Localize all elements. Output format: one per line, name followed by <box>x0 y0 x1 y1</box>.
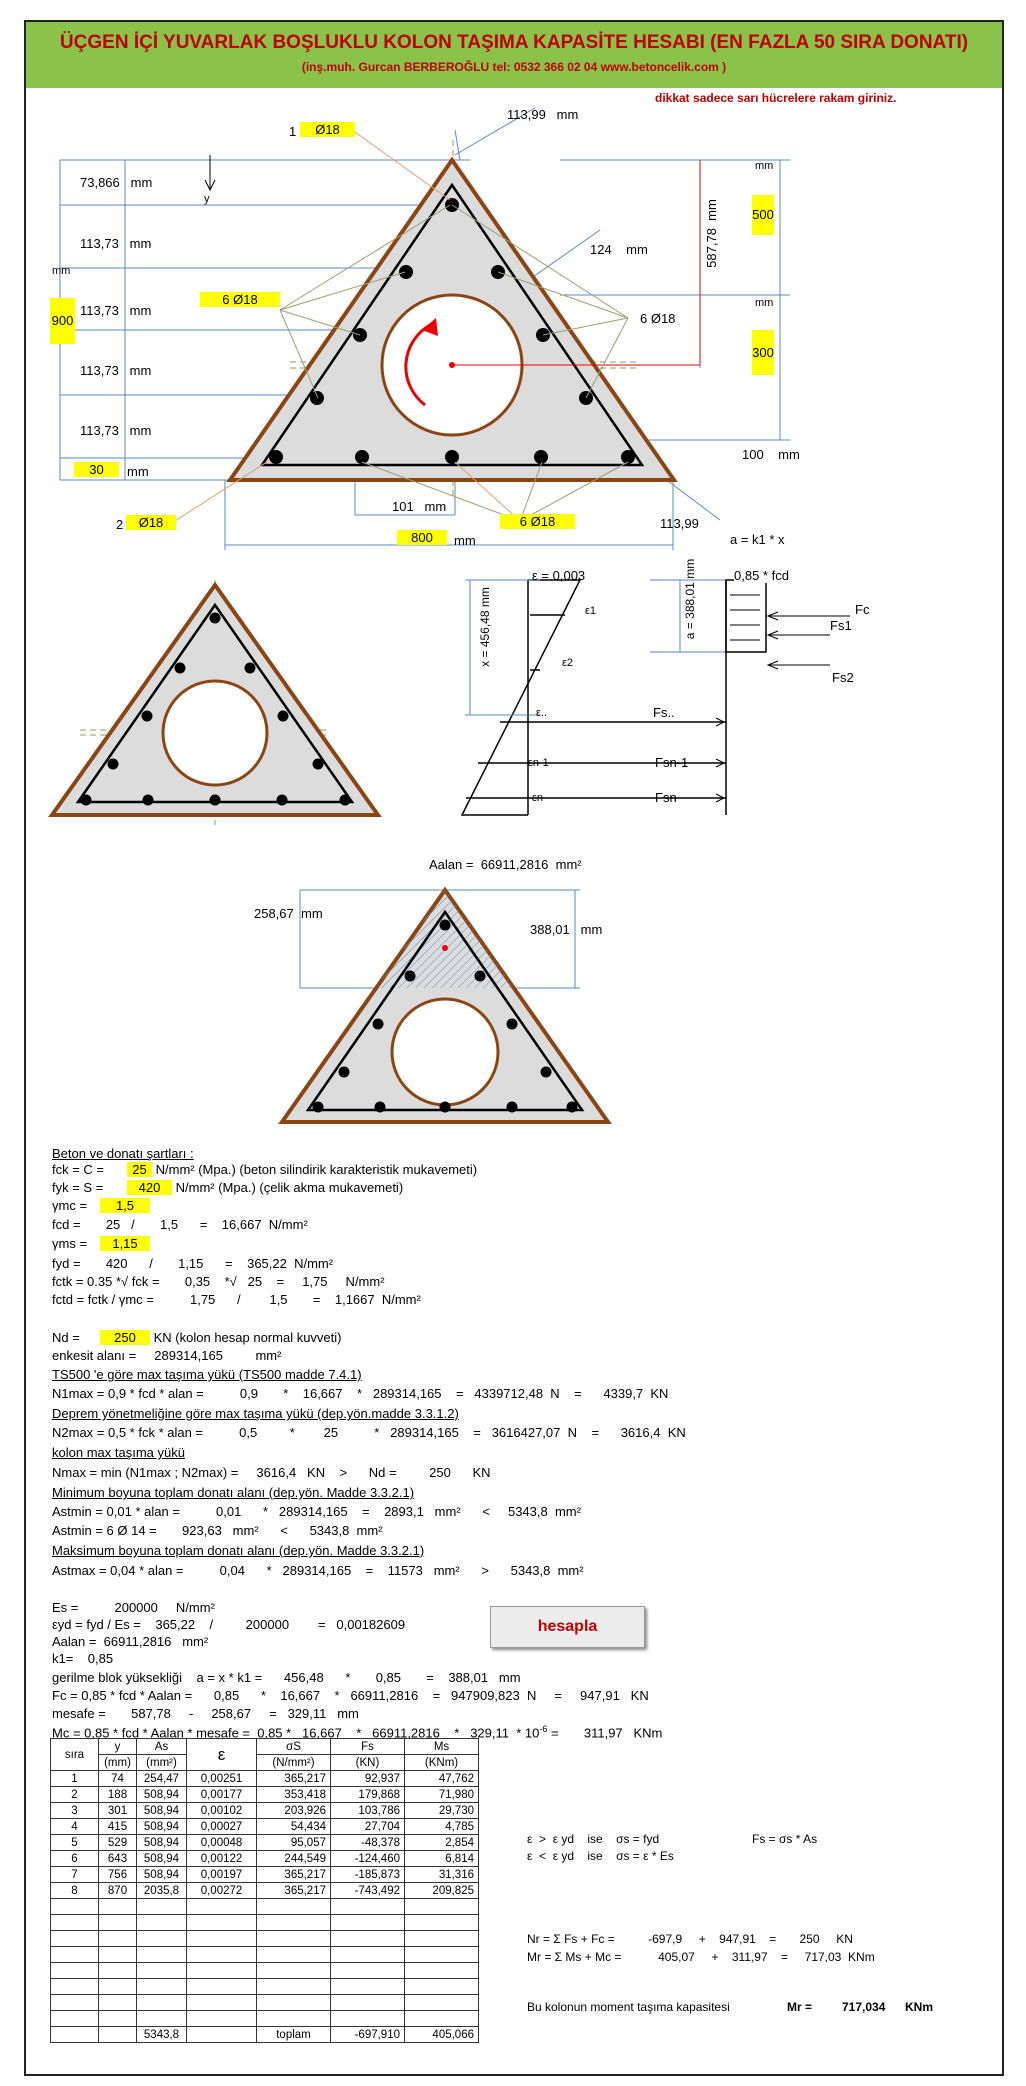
nr-row: Nr = Σ Fs + Fc = -697,9 + 947,91 = 250 KN <box>527 1932 853 1946</box>
table-cell <box>331 1899 405 1915</box>
table-cell: 203,926 <box>257 1803 331 1819</box>
table-cell: 529 <box>99 1835 137 1851</box>
final-mr-unit: KNm <box>905 2000 934 2014</box>
ts500-heading: TS500 'e göre max taşıma yükü (TS500 madde 7.4.1) <box>52 1367 362 1382</box>
astmin-row: Astmin = 0,01 * alan = 0,01 * 289314,165 = 2893,1 mm² < 5343,8 mm² <box>52 1504 581 1519</box>
d388-dim: 388,01 mm <box>530 922 603 937</box>
table-row <box>51 1931 479 1947</box>
table-cell <box>99 1899 137 1915</box>
table-cell <box>187 1947 257 1963</box>
dim-first-row: 73,866 mm <box>80 175 153 190</box>
table-cell: 6 <box>51 1851 99 1867</box>
table-cell <box>99 1915 137 1931</box>
cover-unit: mm <box>127 464 149 479</box>
mr-row: Mr = Σ Ms + Mc = 405,07 + 311,97 = 717,03 KNm <box>527 1950 875 1964</box>
deprem-heading: Deprem yönetmeliğine göre max taşıma yükü (dep.yön.madde 3.3.1.2) <box>52 1406 459 1421</box>
fctd-row: fctd = fctk / γmc = 1,75 / 1,5 = 1,1667 N/mm² <box>52 1292 421 1307</box>
bottom-dim: 113,99 <box>660 516 699 531</box>
unit-ms: (KNm) <box>405 1755 479 1771</box>
table-cell <box>137 1963 187 1979</box>
hesapla-button[interactable]: hesapla <box>490 1606 645 1648</box>
dim-row-3: 113,73 mm <box>80 303 152 318</box>
table-cell <box>137 2011 187 2027</box>
fyd-row: fyd = 420 / 1,15 = 365,22 N/mm² <box>52 1256 334 1271</box>
table-cell: 1 <box>51 1771 99 1787</box>
table-cell <box>99 1995 137 2011</box>
fsn1-label: Fsn-1 <box>655 755 689 770</box>
fs2-label: Fs2 <box>832 670 854 685</box>
table-cell <box>331 1915 405 1931</box>
table-cell: 365,217 <box>257 1771 331 1787</box>
aalan-label: Aalan = 66911,2816 mm² <box>429 857 582 872</box>
table-cell <box>99 1979 137 1995</box>
nmax-heading: kolon max taşıma yükü <box>52 1445 185 1460</box>
table-cell: 3 <box>51 1803 99 1819</box>
height-input[interactable]: 900 <box>50 298 75 344</box>
table-cell: 0,00251 <box>187 1771 257 1787</box>
table-cell <box>51 1899 99 1915</box>
fs1-label: Fs1 <box>830 618 852 633</box>
table-cell <box>331 1995 405 2011</box>
gms-input[interactable]: 1,15 <box>100 1236 150 1251</box>
min-steel-heading: Minimum boyuna toplam donatı alanı (dep.yön. Madde 3.3.2.1) <box>52 1485 415 1500</box>
table-cell: 244,549 <box>257 1851 331 1867</box>
unit-fs: (KN) <box>331 1755 405 1771</box>
nd-input[interactable]: 250 <box>100 1330 150 1345</box>
rule-elastic: ε < ε yd ise σs = ε * Es <box>527 1849 674 1863</box>
table-cell <box>257 2011 331 2027</box>
table-cell: 0,00122 <box>187 1851 257 1867</box>
en1-label: εn-1 <box>528 757 549 769</box>
aalan-row: Aalan = 66911,2816 mm² <box>52 1634 209 1649</box>
edots-label: ε.. <box>536 707 548 719</box>
table-row <box>51 1787 479 1803</box>
astmax-row: Astmax = 0,04 * alan = 0,04 * 289314,165 = 11573 mm² > 5343,8 mm² <box>52 1563 584 1578</box>
bar2-dia-input[interactable]: Ø18 <box>126 515 176 530</box>
table-row <box>51 1899 479 1915</box>
total-ms: 405,066 <box>405 2027 479 2043</box>
table-row <box>51 1771 479 1787</box>
table-cell <box>51 1915 99 1931</box>
table-cell: 31,316 <box>405 1867 479 1883</box>
table-cell: 643 <box>99 1851 137 1867</box>
table-cell: 2035,8 <box>137 1883 187 1899</box>
table-cell: 301 <box>99 1803 137 1819</box>
col-sira: sıra <box>51 1739 99 1771</box>
table-cell <box>137 1931 187 1947</box>
eyd-row: εyd = fyd / Es = 365,22 / 200000 = 0,00182609 <box>52 1617 406 1632</box>
table-cell: 0,00272 <box>187 1883 257 1899</box>
table-unit-row <box>51 1755 479 1771</box>
table-row <box>51 1867 479 1883</box>
table-cell: 0,00102 <box>187 1803 257 1819</box>
table-cell: 508,94 <box>137 1819 187 1835</box>
gmc-input[interactable]: 1,5 <box>100 1198 150 1213</box>
fsn-label: Fsn <box>655 790 677 805</box>
table-cell: 0,00197 <box>187 1867 257 1883</box>
en-label: εn <box>532 792 544 804</box>
table-cell: 29,730 <box>405 1803 479 1819</box>
table-cell <box>137 1979 187 1995</box>
bar1-count: 1 <box>289 124 297 139</box>
width-input[interactable]: 800 <box>397 530 447 545</box>
d258-dim: 258,67 mm <box>254 906 323 921</box>
table-cell <box>137 1947 187 1963</box>
table-cell <box>137 1995 187 2011</box>
table-row <box>51 1835 479 1851</box>
astmin2-row: Astmin = 6 Ø 14 = 923,63 mm² < 5343,8 mm² <box>52 1523 383 1538</box>
table-cell <box>51 1963 99 1979</box>
table-cell: -124,460 <box>331 1851 405 1867</box>
fc-row: Fc = 0,85 * fcd * Aalan = 0,85 * 16,667 * 66911,2816 = 947909,823 N = 947,91 KN <box>52 1688 649 1703</box>
width-unit: mm <box>454 533 476 548</box>
top-dim: 113,99 mm <box>507 107 579 122</box>
fck-input[interactable]: 25 <box>127 1162 152 1177</box>
table-cell: 508,94 <box>137 1851 187 1867</box>
col-ms: Ms <box>405 1739 479 1755</box>
table-cell: 0,00027 <box>187 1819 257 1835</box>
table-cell <box>331 2011 405 2027</box>
dim-row-5: 113,73 mm <box>80 423 152 438</box>
table-cell: 74 <box>99 1771 137 1787</box>
n2max-row: N2max = 0,5 * fck * alan = 0,5 * 25 * 289314,165 = 3616427,07 N = 3616,4 KN <box>52 1425 686 1440</box>
table-cell: 0,00177 <box>187 1787 257 1803</box>
total-label: toplam <box>257 2027 331 2043</box>
table-cell: 95,057 <box>257 1835 331 1851</box>
fck-row: fck = C = 25 N/mm² (Mpa.) (beton silindirik karakteristik mukavemeti) <box>52 1162 478 1177</box>
hole-diameter-input[interactable]: 300 <box>752 330 774 375</box>
table-cell <box>405 1963 479 1979</box>
es-row: Es = 200000 N/mm² <box>52 1600 215 1615</box>
table-cell <box>257 1947 331 1963</box>
table-row <box>51 1915 479 1931</box>
table-cell: 756 <box>99 1867 137 1883</box>
table-row <box>51 1947 479 1963</box>
table-cell <box>51 1931 99 1947</box>
table-cell <box>99 1963 137 1979</box>
table-cell: 508,94 <box>137 1835 187 1851</box>
table-cell <box>257 1931 331 1947</box>
r124-dim: 124 mm <box>590 242 648 257</box>
table-cell: -185,873 <box>331 1867 405 1883</box>
mc-row: Mc = 0,85 * fcd * Aalan * mesafe = 0,85 * 16,667 * 66911,2816 * $329,11 * 10^{-6}$ = 311,97 KNm <box>52 1724 663 1741</box>
table-cell: 47,762 <box>405 1771 479 1787</box>
table-cell <box>187 1979 257 1995</box>
table-cell <box>257 1915 331 1931</box>
table-cell: 2,854 <box>405 1835 479 1851</box>
dim-row-4: 113,73 mm <box>80 363 152 378</box>
table-cell <box>405 1931 479 1947</box>
table-cell <box>257 1995 331 2011</box>
table-row <box>51 1995 479 2011</box>
total-as: 5343,8 <box>137 2027 187 2043</box>
table-cell: 365,217 <box>257 1867 331 1883</box>
table-cell <box>187 1963 257 1979</box>
mesafe-row: mesafe = 587,78 - 258,67 = 329,11 mm <box>52 1706 359 1721</box>
table-total-row <box>51 2027 479 2043</box>
table-cell <box>331 1947 405 1963</box>
results-table <box>50 1738 479 2043</box>
area-row: enkesit alanı = 289314,165 mm² <box>52 1348 282 1363</box>
table-cell <box>187 1899 257 1915</box>
table-cell: 179,868 <box>331 1787 405 1803</box>
table-row <box>51 1883 479 1899</box>
d101-dim: 101 mm <box>392 499 447 514</box>
fcd-row: fcd = 25 / 1,5 = 16,667 N/mm² <box>52 1217 308 1232</box>
table-cell: 8 <box>51 1883 99 1899</box>
table-cell <box>405 1899 479 1915</box>
table-cell <box>51 1995 99 2011</box>
table-cell <box>331 1979 405 1995</box>
block-height-row: gerilme blok yüksekliği a = x * k1 = 456,48 * 0,85 = 388,01 mm <box>52 1670 521 1685</box>
table-cell <box>257 1979 331 1995</box>
conditions-heading: Beton ve donatı şartları : <box>52 1146 194 1161</box>
col-fs: Fs <box>331 1739 405 1755</box>
table-cell <box>51 1947 99 1963</box>
formula-a: a = k1 * x <box>730 532 785 547</box>
rule-yield: ε > ε yd ise σs = fyd <box>527 1832 660 1846</box>
final-mr-label: Mr = <box>787 2000 813 2014</box>
y-axis-label: y <box>204 193 210 205</box>
page-title: ÜÇGEN İÇİ YUVARLAK BOŞLUKLU KOLON TAŞIMA KAPASİTE HESABI (EN FAZLA 50 SIRA DONATI) <box>59 32 969 53</box>
table-cell <box>405 1979 479 1995</box>
x-depth-label: x = 456,48 mm <box>477 587 492 667</box>
n1max-row: N1max = 0,9 * fcd * alan = 0,9 * 16,667 * 289314,165 = 4339712,48 N = 4339,7 KN <box>52 1386 669 1401</box>
a-depth-label: a = 388,01 mm <box>683 558 698 640</box>
fcd-label: 0,85 * fcd <box>734 568 789 583</box>
fyk-row: fyk = S = 420 N/mm² (Mpa.) (çelik akma mukavemeti) <box>52 1180 404 1195</box>
k1-row: k1= 0,85 <box>52 1651 114 1666</box>
nd-row: Nd = 250 KN (kolon hesap normal kuvveti) <box>52 1330 342 1345</box>
table-cell <box>257 1963 331 1979</box>
d100-dim: 100 mm <box>742 447 800 462</box>
table-cell: 5 <box>51 1835 99 1851</box>
compression-area-figure <box>0 860 1026 1140</box>
col-as: As <box>137 1739 187 1755</box>
table-cell <box>187 1995 257 2011</box>
nmax-row: Nmax = min (N1max ; N2max) = 3616,4 KN > Nd = 250 KN <box>52 1465 491 1480</box>
bar1-dia-input[interactable]: Ø18 <box>300 122 355 137</box>
fs-rule: Fs = σs * As <box>752 1832 818 1846</box>
table-cell: 2 <box>51 1787 99 1803</box>
col-eps: ε <box>187 1739 257 1771</box>
unit-sigma: (N/mm²) <box>257 1755 331 1771</box>
warning-note: dikkat sadece sarı hücrelere rakam giriniz. <box>655 91 897 105</box>
fctk-row: fctk = 0.35 *√ fck = 0,35 *√ 25 = 1,75 N/mm² <box>52 1274 385 1289</box>
table-cell <box>99 1947 137 1963</box>
table-cell: 254,47 <box>137 1771 187 1787</box>
table-cell: 0,00048 <box>187 1835 257 1851</box>
table-cell <box>405 1915 479 1931</box>
table-row <box>51 2011 479 2027</box>
bottom-bars-input[interactable]: 6 Ø18 <box>500 514 575 529</box>
table-cell <box>187 1915 257 1931</box>
table-cell <box>51 2011 99 2027</box>
right-500-input[interactable]: 500 <box>752 195 774 235</box>
table-cell <box>137 1899 187 1915</box>
table-cell: 4,785 <box>405 1819 479 1835</box>
table-cell: 71,980 <box>405 1787 479 1803</box>
table-cell <box>331 1931 405 1947</box>
table-cell: 188 <box>99 1787 137 1803</box>
unit-as: (mm²) <box>137 1755 187 1771</box>
table-cell: 365,217 <box>257 1883 331 1899</box>
table-cell <box>99 1931 137 1947</box>
table-cell: 508,94 <box>137 1803 187 1819</box>
table-cell <box>137 1915 187 1931</box>
table-cell: 870 <box>99 1883 137 1899</box>
table-cell: 92,937 <box>331 1771 405 1787</box>
fc-label: Fc <box>855 602 870 617</box>
table-cell: 7 <box>51 1867 99 1883</box>
table-cell: 353,418 <box>257 1787 331 1803</box>
table-header-row <box>51 1739 479 1755</box>
table-row <box>51 1979 479 1995</box>
eps-label: ε = 0,003 <box>532 568 586 583</box>
fsdots-label: Fs.. <box>653 705 675 720</box>
table-cell: 103,786 <box>331 1803 405 1819</box>
table-cell: -743,492 <box>331 1883 405 1899</box>
col-y: y <box>99 1739 137 1755</box>
table-cell <box>257 1899 331 1915</box>
e1-label: ε1 <box>585 605 597 617</box>
table-cell <box>405 2011 479 2027</box>
table-row <box>51 1851 479 1867</box>
e2-label: ε2 <box>562 657 574 669</box>
table-cell: 54,434 <box>257 1819 331 1835</box>
table-cell: 6,814 <box>405 1851 479 1867</box>
column-section-figure <box>0 0 1026 560</box>
hole-unit: mm <box>755 297 774 309</box>
col-sigma: σS <box>257 1739 331 1755</box>
table-cell: 209,825 <box>405 1883 479 1899</box>
final-mr-value: 717,034 <box>842 2000 886 2014</box>
page-subtitle: (inş.muh. Gurcan BERBEROĞLU tel: 0532 366 02 04 www.betoncelik.com ) <box>301 60 727 74</box>
table-row <box>51 1803 479 1819</box>
table-cell <box>187 2011 257 2027</box>
table-cell: 508,94 <box>137 1867 187 1883</box>
right-unit: mm <box>755 160 774 172</box>
bar2-count: 2 <box>116 517 124 532</box>
final-label: Bu kolonun moment taşıma kapasitesi <box>527 2000 730 2014</box>
table-cell: -48,378 <box>331 1835 405 1851</box>
table-cell <box>99 2011 137 2027</box>
right-side-bars: 6 Ø18 <box>640 311 676 326</box>
left-side-bars-input[interactable]: 6 Ø18 <box>200 292 280 307</box>
gmc-row: γmc = 1,5 <box>52 1198 150 1213</box>
fyk-input[interactable]: 420 <box>127 1180 172 1195</box>
table-cell: 4 <box>51 1819 99 1835</box>
table-cell <box>187 1931 257 1947</box>
table-cell <box>405 1995 479 2011</box>
table-cell <box>51 1979 99 1995</box>
table-cell: 508,94 <box>137 1787 187 1803</box>
d587-dim: 587,78 mm <box>703 199 719 268</box>
table-cell <box>405 1947 479 1963</box>
table-cell <box>331 1963 405 1979</box>
table-row <box>51 1819 479 1835</box>
table-row <box>51 1963 479 1979</box>
total-fs: -697,910 <box>331 2027 405 2043</box>
table-cell: 27,704 <box>331 1819 405 1835</box>
max-steel-heading: Maksimum boyuna toplam donatı alanı (dep.yön. Madde 3.3.2.1) <box>52 1543 425 1558</box>
table-cell: 415 <box>99 1819 137 1835</box>
dim-row-2: 113,73 mm <box>80 236 152 251</box>
cover-input[interactable]: 30 <box>74 462 119 477</box>
stress-strain-figure <box>0 560 1026 830</box>
unit-y: (mm) <box>99 1755 137 1771</box>
gms-row: γms = 1,15 <box>52 1236 150 1251</box>
height-unit: mm <box>52 265 71 277</box>
